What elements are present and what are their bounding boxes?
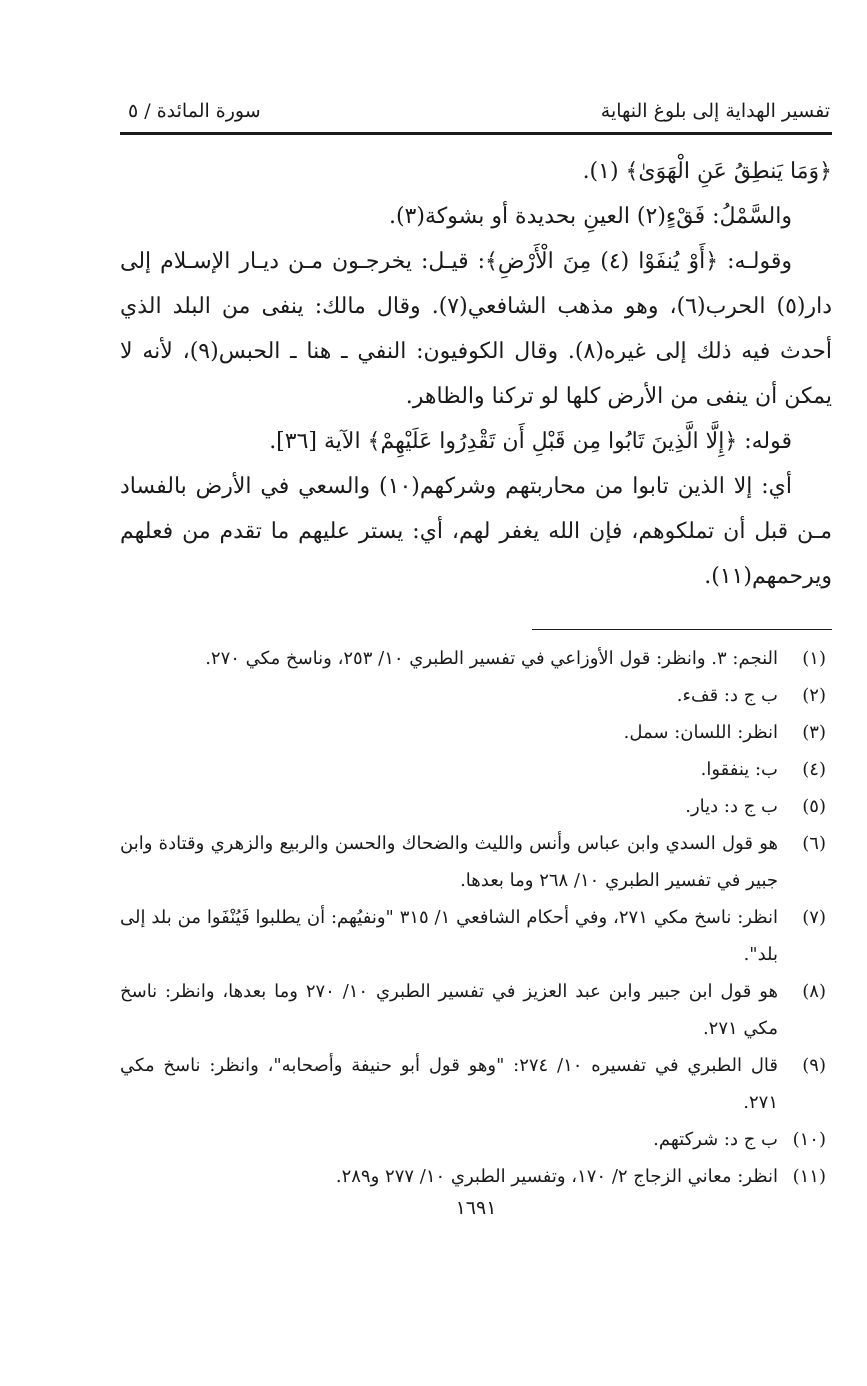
footnote [120,677,832,714]
footnote-number: (٣) [802,722,826,743]
surah-label: سورة المائدة / ٥ [128,100,261,122]
footnote-number: (١٠) [792,1129,826,1150]
paragraph-ayah-36: قوله: ﴿إِلَّا الَّذِينَ تَابُوا مِن قَبْلِ أَن تَقْدِرُوا عَلَيْهِمْ﴾ الآية [٣٦]. [269,429,792,454]
footnote-text: النجم: ٣. وانظر: قول الأوزاعي في تفسير الطبري ١٠/ ٢٥٣، وناسخ مكي ٢٧٠. [205,648,778,669]
footnote [120,751,832,788]
footnote-number: (٧) [802,907,826,928]
page-number: ١٦٩١ [455,1197,497,1219]
footnote-text: هو قول ابن جبير وابن عبد العزيز في تفسير الطبري ١٠/ ٢٧٠ وما بعدها، وانظر: ناسخ مكي ٢٧١. [120,981,778,1039]
footnote-text: ب: ينفقوا. [700,759,778,780]
paragraph-nafy: وقولـه: ﴿أَوْ يُنفَوْا (٤) مِنَ الْأَرْضِ﴾: قيـل: يخرجـون مـن ديـار الإسـلام إلى دار(٥) الحرب(٦)، وهو مذهب الشافعي(٧). وقال مالك: ينفى من البلد الذي أحدث فيه ذلك إلى غيره(٨). وقال الكوفيون: النفي ـ هنا ـ الحبس(٩)، لأنه لا يمكن أن ينفى من الأرض كلها لو تركنا والظاهر. [120,249,833,409]
paragraph-samal: والسَّمْلُ: فَقْءٍ(٢) العينِ بحديدة أو بشوكة(٣). [388,204,792,229]
footnote [120,788,832,825]
footnote [120,899,832,973]
footnote-text: انظر: ناسخ مكي ٢٧١، وفي أحكام الشافعي ١/ ٣١٥ "ونفيُهم: أن يطلبوا فَيُنْفَوا من بلد إلى بلد". [120,907,779,965]
footnote [120,1158,832,1195]
paragraph-quran-quote: ﴿وَمَا يَنطِقُ عَنِ الْهَوَىٰ﴾ (١). [582,159,832,184]
footnote-text: ب ج د: قفء. [676,685,778,706]
footnote-number: (٦) [802,833,826,854]
book-title: تفسير الهداية إلى بلوغ النهاية [600,100,830,122]
footnote-text: ب ج د: ديار. [685,796,778,817]
footnote-number: (٥) [802,796,826,817]
footnote [120,825,832,899]
footnote-number: (٨) [802,981,826,1002]
footnote [120,973,832,1047]
footnote [120,1121,832,1158]
book-page [120,100,832,1219]
footnote [120,714,832,751]
footnote [120,640,832,677]
footnote-number: (٤) [802,759,826,780]
paragraph-tafsir: أي: إلا الذين تابوا من محاربتهم وشركهم(١٠) والسعي في الأرض بالفساد مـن قبل أن تملكوهم، فإن الله يغفر لهم، أي: يستر عليهم ما تقدم من فعلهم ويرحمهم(١١). [120,474,832,589]
footnote-number: (٢) [802,685,826,706]
footnote-text: قال الطبري في تفسيره ١٠/ ٢٧٤: "وهو قول أبو حنيفة وأصحابه"، وانظر: ناسخ مكي ٢٧١. [120,1055,778,1113]
main-text [120,149,832,599]
footnote-separator [532,629,832,630]
footnote-text: هو قول السدي وابن عباس وأنس والليث والضحاك والحسن والربيع والزهري وقتادة وابن جبير في تفسير الطبري ١٠/ ٢٦٨ وما بعدها. [120,833,778,891]
footnote-number: (١) [802,648,826,669]
footnote-text: انظر: معاني الزجاج ٢/ ١٧٠، وتفسير الطبري ١٠/ ٢٧٧ و٢٨٩. [335,1166,778,1187]
footnote-number: (٩) [802,1055,826,1076]
footnote-number: (١١) [792,1166,826,1187]
running-header [120,100,832,132]
footnote-text: ب ج د: شركتهم. [653,1129,778,1150]
footnote [120,1047,832,1121]
header-rule [120,132,832,135]
footnotes [120,640,832,1195]
footnote-text: انظر: اللسان: سمل. [623,722,778,743]
